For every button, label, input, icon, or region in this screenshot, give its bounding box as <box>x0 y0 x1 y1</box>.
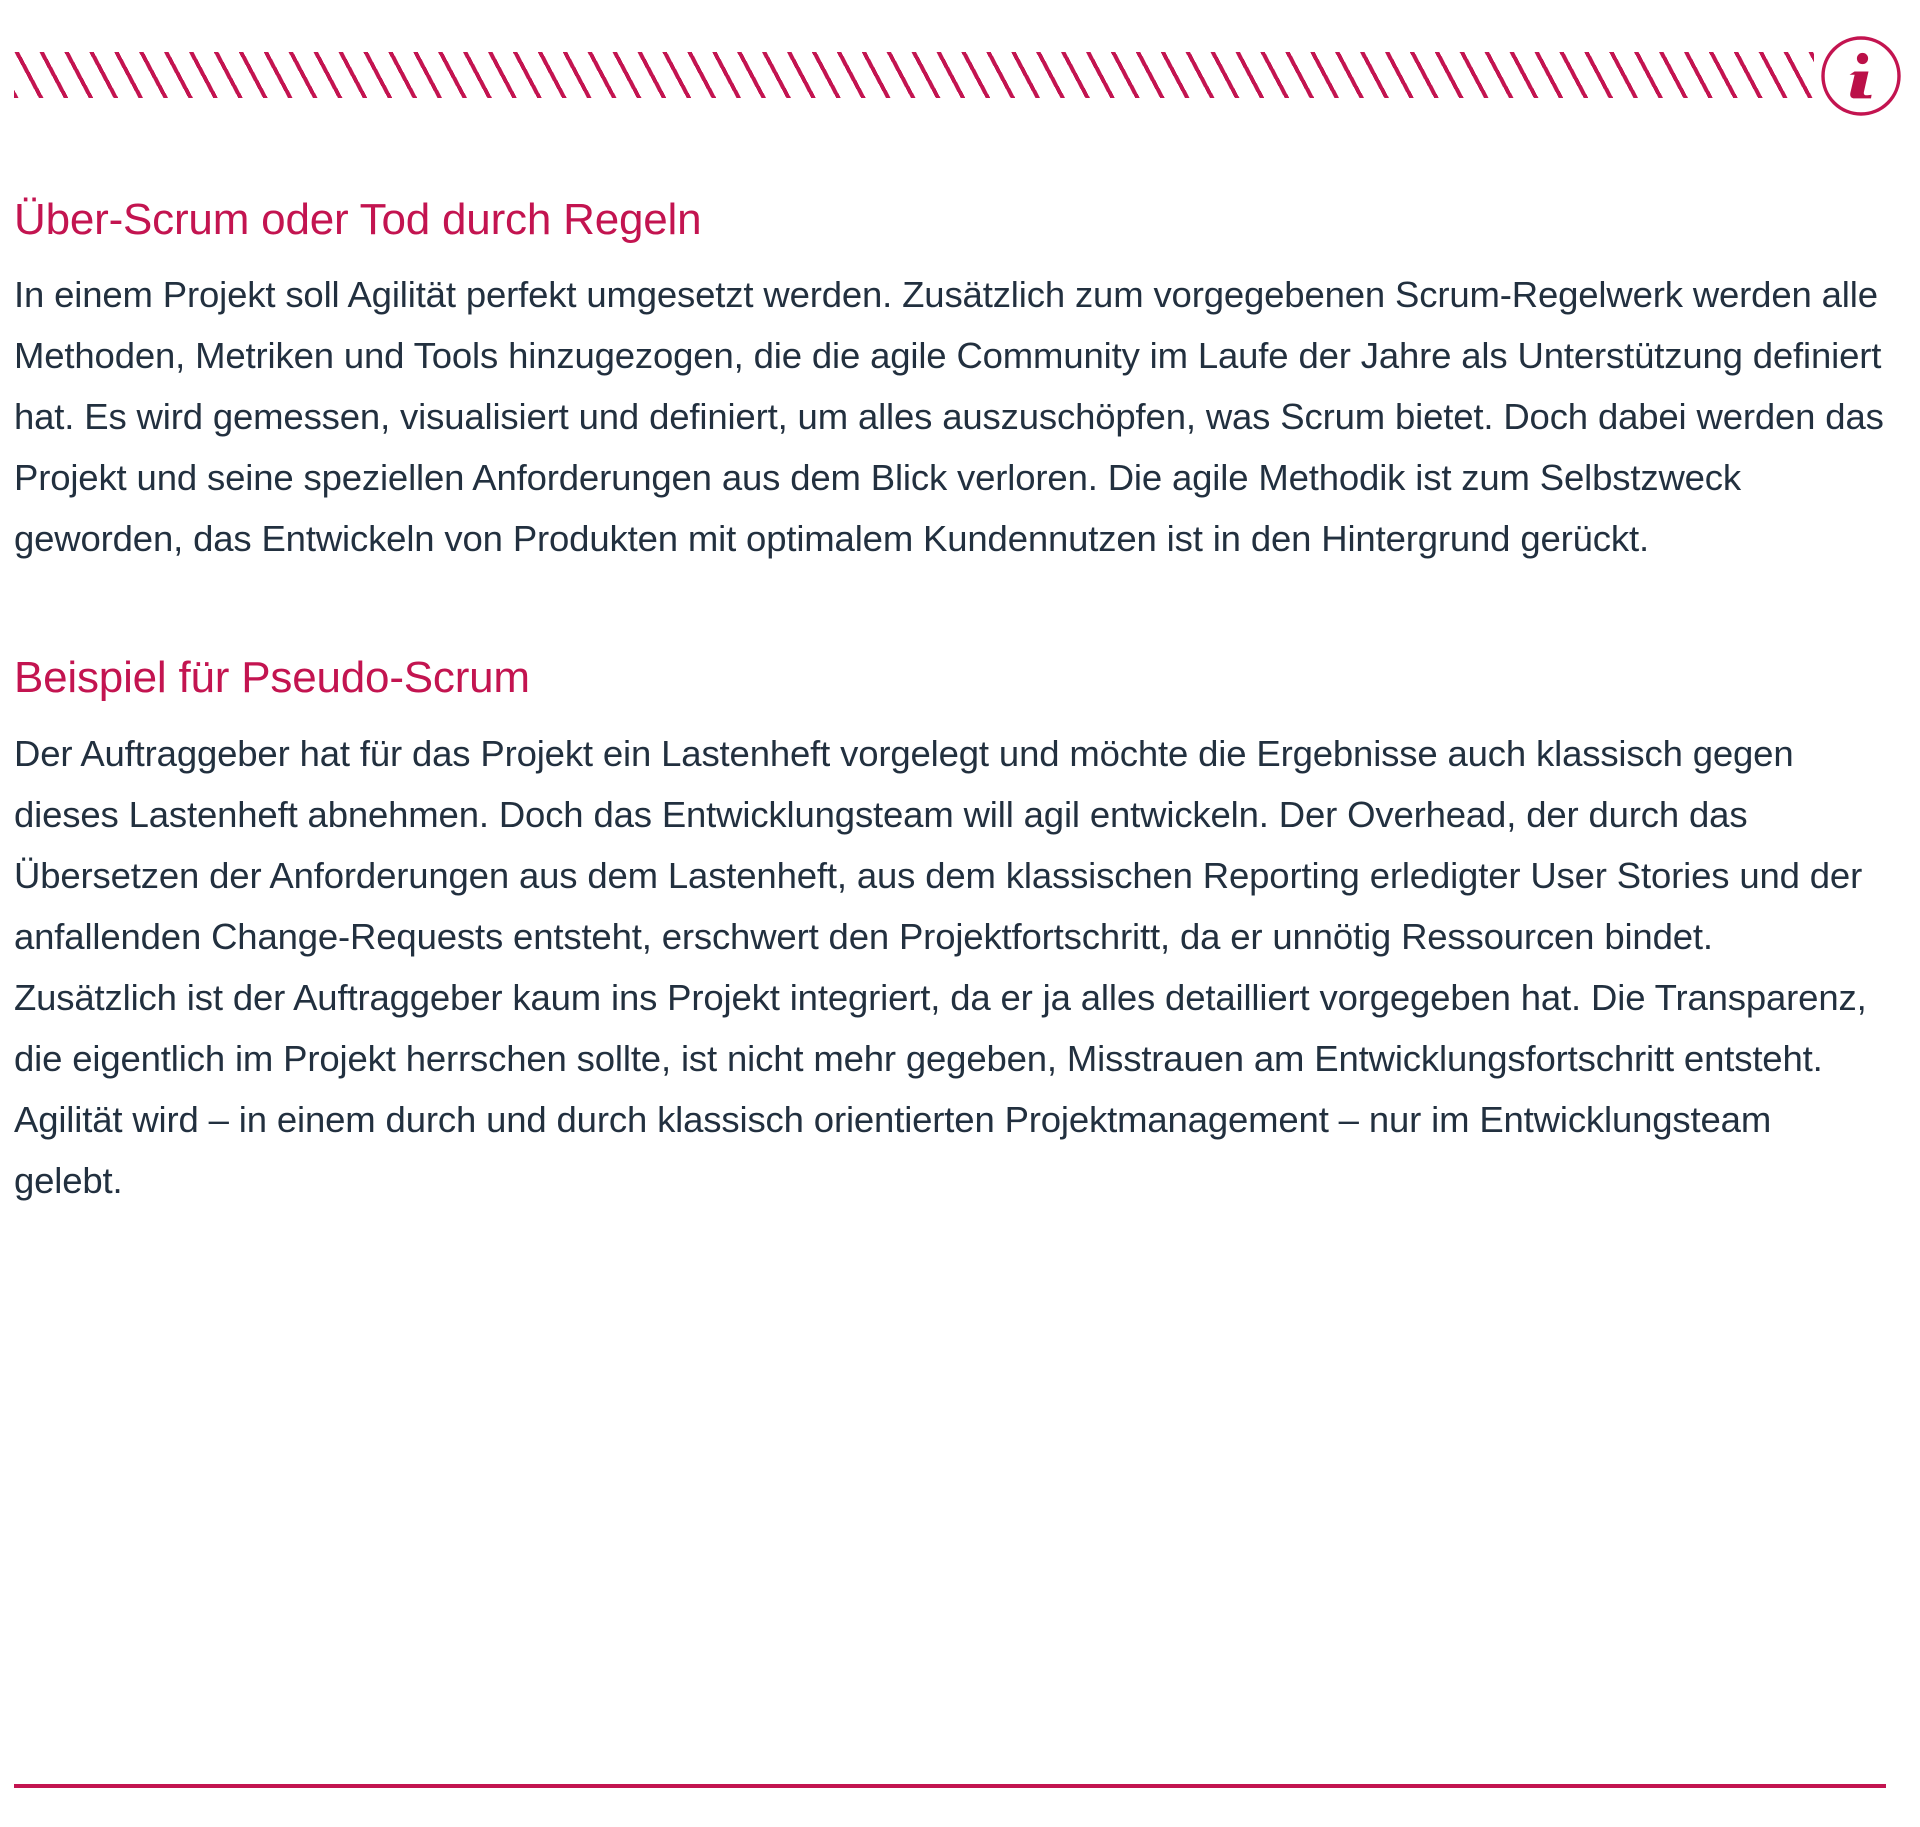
top-ornament-band <box>0 0 1920 160</box>
section-beispiel-pseudo-scrum <box>14 653 1884 1210</box>
section-ueber-scrum <box>14 195 1884 569</box>
footer-divider <box>14 1784 1886 1788</box>
section-heading-2: Beispiel für Pseudo-Scrum <box>14 653 530 703</box>
section-heading-1: Über-Scrum oder Tod durch Regeln <box>14 195 702 244</box>
article-content <box>14 195 1884 1211</box>
section-paragraph-1: In einem Projekt soll Agilität perfekt umgesetzt werden. Zusätzlich zum vorgegebenen Scrum-Regelwerk werden alle Methoden, Metriken und Tools hinzugezogen, die die agile Community im Laufe der Jahre als Unterstützung definiert hat. Es wird gemessen, visualisiert und definiert, um alles auszuschöpfen, was Scrum bietet. Doch dabei werden das Projekt und seine speziellen Anforderungen aus dem Blick verloren. Die agile Methodik ist zum Selbstzweck geworden, das Entwickeln von Produkten mit optimalem Kundennutzen ist in den Hintergrund gerückt. <box>14 274 1884 560</box>
info-circle-icon[interactable] <box>1818 33 1904 119</box>
section-paragraph-2: Der Auftraggeber hat für das Projekt ein Lastenheft vorgelegt und möchte die Ergebnisse auch klassisch gegen dieses Lastenheft abnehmen. Doch das Entwicklungsteam will agil entwickeln. Der Overhead, der durch das Übersetzen der Anforderungen aus dem Lastenheft, aus dem klassischen Reporting erledigter User Stories und der anfallenden Change-Requests entsteht, erschwert den Projektfortschritt, da er unnötig Ressourcen bindet. Zusätzlich ist der Auftraggeber kaum ins Projekt integriert, da er ja alles detailliert vorgegeben hat. Die Transparenz, die eigentlich im Projekt herrschen sollte, ist nicht mehr gegeben, Misstrauen am Entwicklungsfortschritt entsteht. Agilität wird – in einem durch und durch klassisch orientierten Projektmanagement – nur im Entwicklungsteam gelebt. <box>14 732 1867 1201</box>
diagonal-hatch-rule <box>14 52 1814 98</box>
